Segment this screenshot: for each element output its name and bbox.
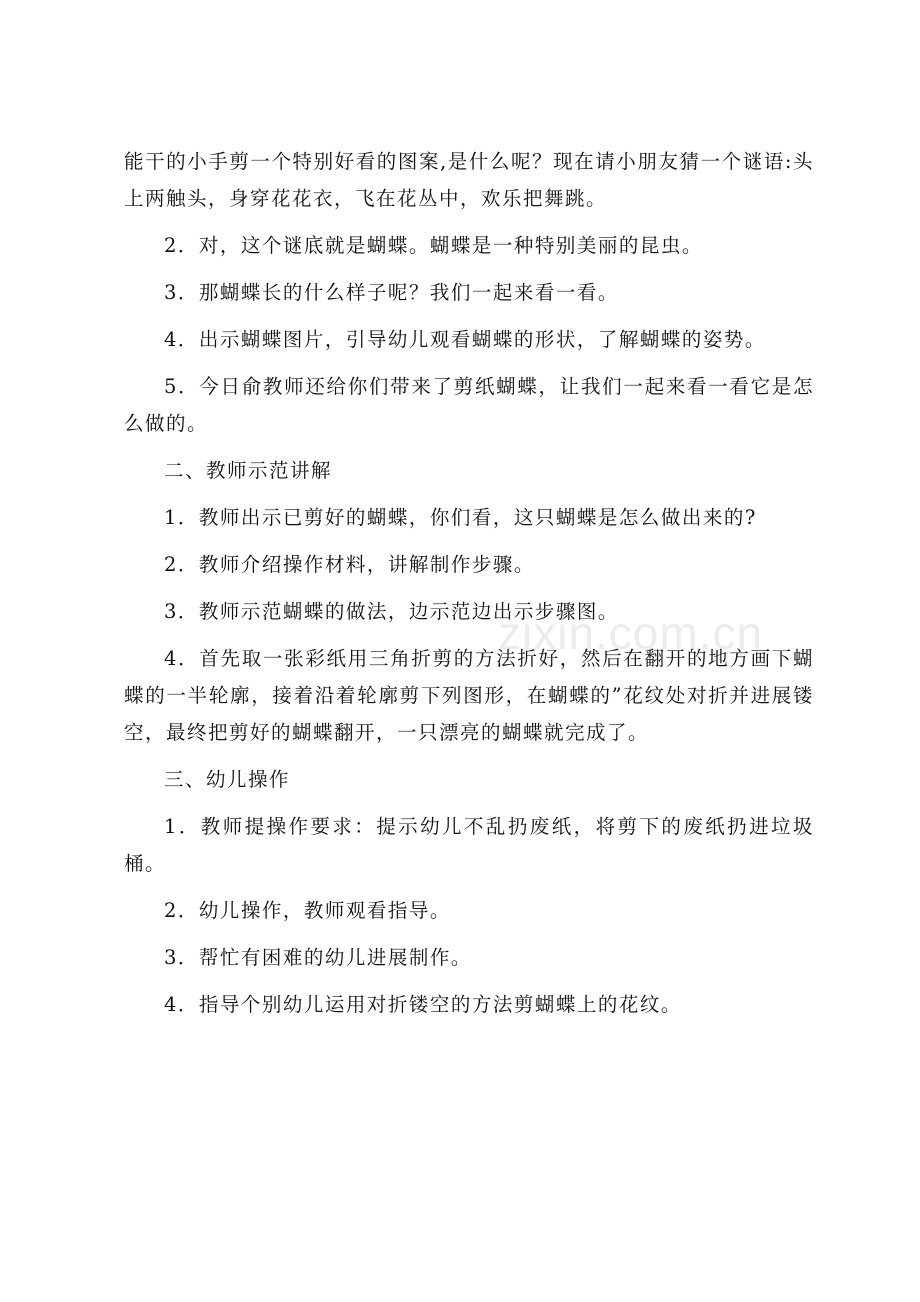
section-heading-teacher-demo: 二、教师示范讲解 <box>164 459 333 482</box>
paragraph-operation-2: 2．幼儿操作，教师观看指导。 <box>164 899 451 922</box>
paragraph-operation-4: 4．指导个别幼儿运用对折镂空的方法剪蝴蝶上的花纹。 <box>164 993 682 1016</box>
paragraph-operation-3: 3．帮忙有困难的幼儿进展制作。 <box>164 946 472 969</box>
paragraph-item-3-butterfly-look: 3．那蝴蝶长的什么样子呢？我们一起来看一看。 <box>164 281 619 304</box>
paragraph-demo-4: 4．首先取一张彩纸用三角折剪的方法折好，然后在翻开的地方画下蝴蝶的一半轮廓，接着沿着轮廓剪下列图形，在蝴蝶的”花纹处对折并进展镂空，最终把剪好的蝴蝶翻开，一只漂亮的蝴蝶就完成了。 <box>124 647 814 744</box>
paragraph-demo-2: 2．教师介绍操作材料，讲解制作步骤。 <box>164 553 535 576</box>
paragraph-demo-1: 1．教师出示已剪好的蝴蝶，你们看，这只蝴蝶是怎么做出来的? <box>164 506 757 529</box>
paragraph-demo-3: 3．教师示范蝴蝶的做法，边示范边出示步骤图。 <box>164 600 619 623</box>
paragraph-operation-1: 1．教师提操作要求：提示幼儿不乱扔废纸，将剪下的废纸扔进垃圾桶。 <box>124 815 814 875</box>
paragraph-item-5-paper-butterfly: 5．今日俞教师还给你们带来了剪纸蝴蝶，让我们一起来看一看它是怎么做的。 <box>124 375 814 435</box>
watermark: zixin.com.cn <box>498 607 764 659</box>
paragraph-item-2-riddle-answer: 2．对，这个谜底就是蝴蝶。蝴蝶是一种特别美丽的昆虫。 <box>164 234 703 257</box>
paragraph-riddle-intro: 能干的小手剪一个特别好看的图案,是什么呢？现在请小朋友猜一个谜语:头上两触头，身穿花花衣，飞在花丛中，欢乐把舞跳。 <box>124 150 814 210</box>
paragraph-item-4-show-picture: 4．出示蝴蝶图片，引导幼儿观看蝴蝶的形状，了解蝴蝶的姿势。 <box>164 328 766 351</box>
section-heading-child-operation: 三、幼儿操作 <box>164 768 291 791</box>
document-body <box>124 143 814 1033</box>
